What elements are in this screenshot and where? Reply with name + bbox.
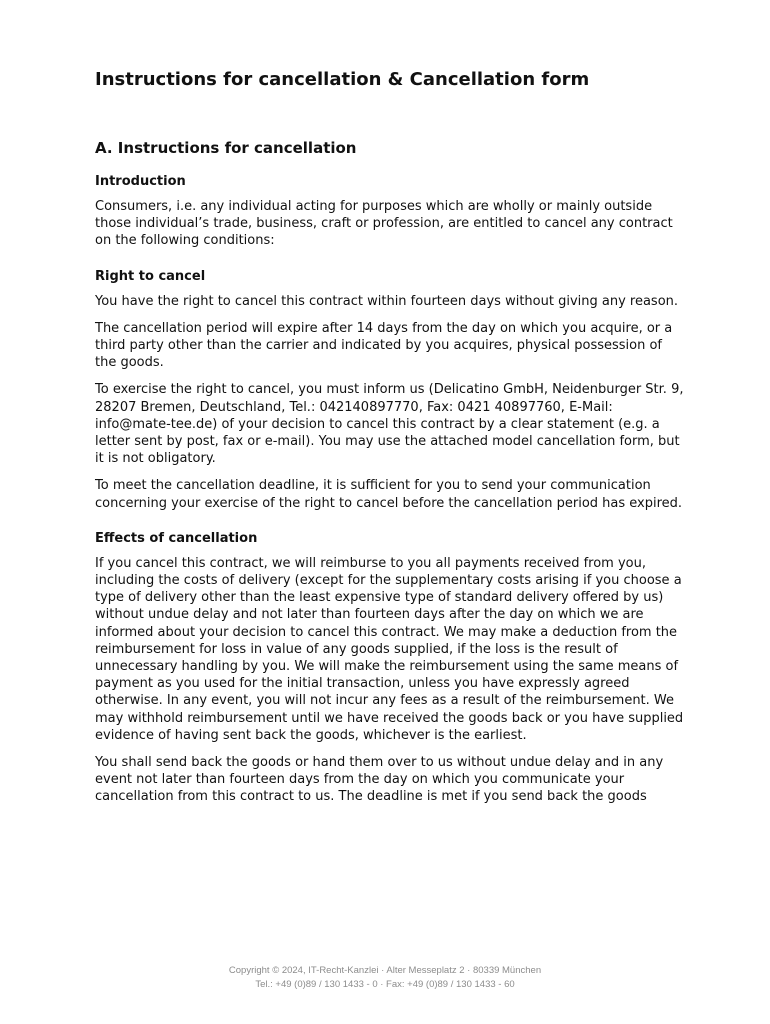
right-to-cancel-paragraph-2: The cancellation period will expire after 14 days from the day on which you acquire, or a third party other than the carrier and indicated by you acquires, physical possession of the goods. <box>95 320 673 371</box>
effects-paragraph-1: If you cancel this contract, we will reimburse to you all payments received from you, including the costs of delivery (except for the supplementary costs arising if you choose a type of delivery other than the least expensive type of standard delivery offered by us) without undue delay and not later than fourteen days after the day on which we are informed about your decision to cancel this contract. We may make a deduction from the reimbursement for loss in value of any goods supplied, if the loss is the result of unnecessary handling by you. We will make the reimbursement using the same means of payment as you used for the initial transaction, unless you have expressly agreed otherwise. In any event, you will not incur any fees as a result of the reimbursement. We may withhold reimbursement until we have received the goods back or you have supplied evidence of having sent back the goods, whichever is the earliest. <box>95 555 684 743</box>
footer-copyright-line: Copyright © 2024, IT-Recht-Kanzlei · Alter Messeplatz 2 · 80339 München <box>228 965 542 976</box>
page-footer <box>0 964 770 992</box>
section-a-title: A. Instructions for cancellation <box>95 139 357 157</box>
right-to-cancel-heading: Right to cancel <box>95 268 206 284</box>
document-title: Instructions for cancellation & Cancellation form <box>95 69 590 90</box>
right-to-cancel-paragraph-1: You have the right to cancel this contract within fourteen days without giving any reason. <box>95 293 679 309</box>
section-a-content <box>95 173 685 816</box>
right-to-cancel-paragraph-3: To exercise the right to cancel, you must inform us (Delicatino GmbH, Neidenburger Str. 9, 28207 Bremen, Deutschland, Tel.: 042140897770, Fax: 0421 40897760, E-Mail: info@mate-tee.de) of your decision to cancel this contract by a clear statement (e.g. a letter sent by post, fax or e-mail). You may use the attached model cancellation form, but it is not obligatory. <box>95 382 684 467</box>
introduction-heading: Introduction <box>95 174 186 189</box>
right-to-cancel-paragraph-4: To meet the cancellation deadline, it is sufficient for you to send your communication concerning your exercise of the right to cancel before the cancellation period has expired. <box>95 478 683 511</box>
effects-paragraph-2: You shall send back the goods or hand them over to us without undue delay and in any event not later than fourteen days from the day on which you communicate your cancellation from this contract to us. The deadline is met if you send back the goods <box>95 755 664 805</box>
effects-of-cancellation-heading: Effects of cancellation <box>95 530 258 546</box>
footer-contact-line: Tel.: +49 (0)89 / 130 1433 - 0 · Fax: +49 (0)89 / 130 1433 - 60 <box>255 979 515 990</box>
introduction-paragraph: Consumers, i.e. any individual acting for purposes which are wholly or mainly outside those individual’s trade, business, craft or profession, are entitled to cancel any contract on the following conditions: <box>95 199 673 249</box>
